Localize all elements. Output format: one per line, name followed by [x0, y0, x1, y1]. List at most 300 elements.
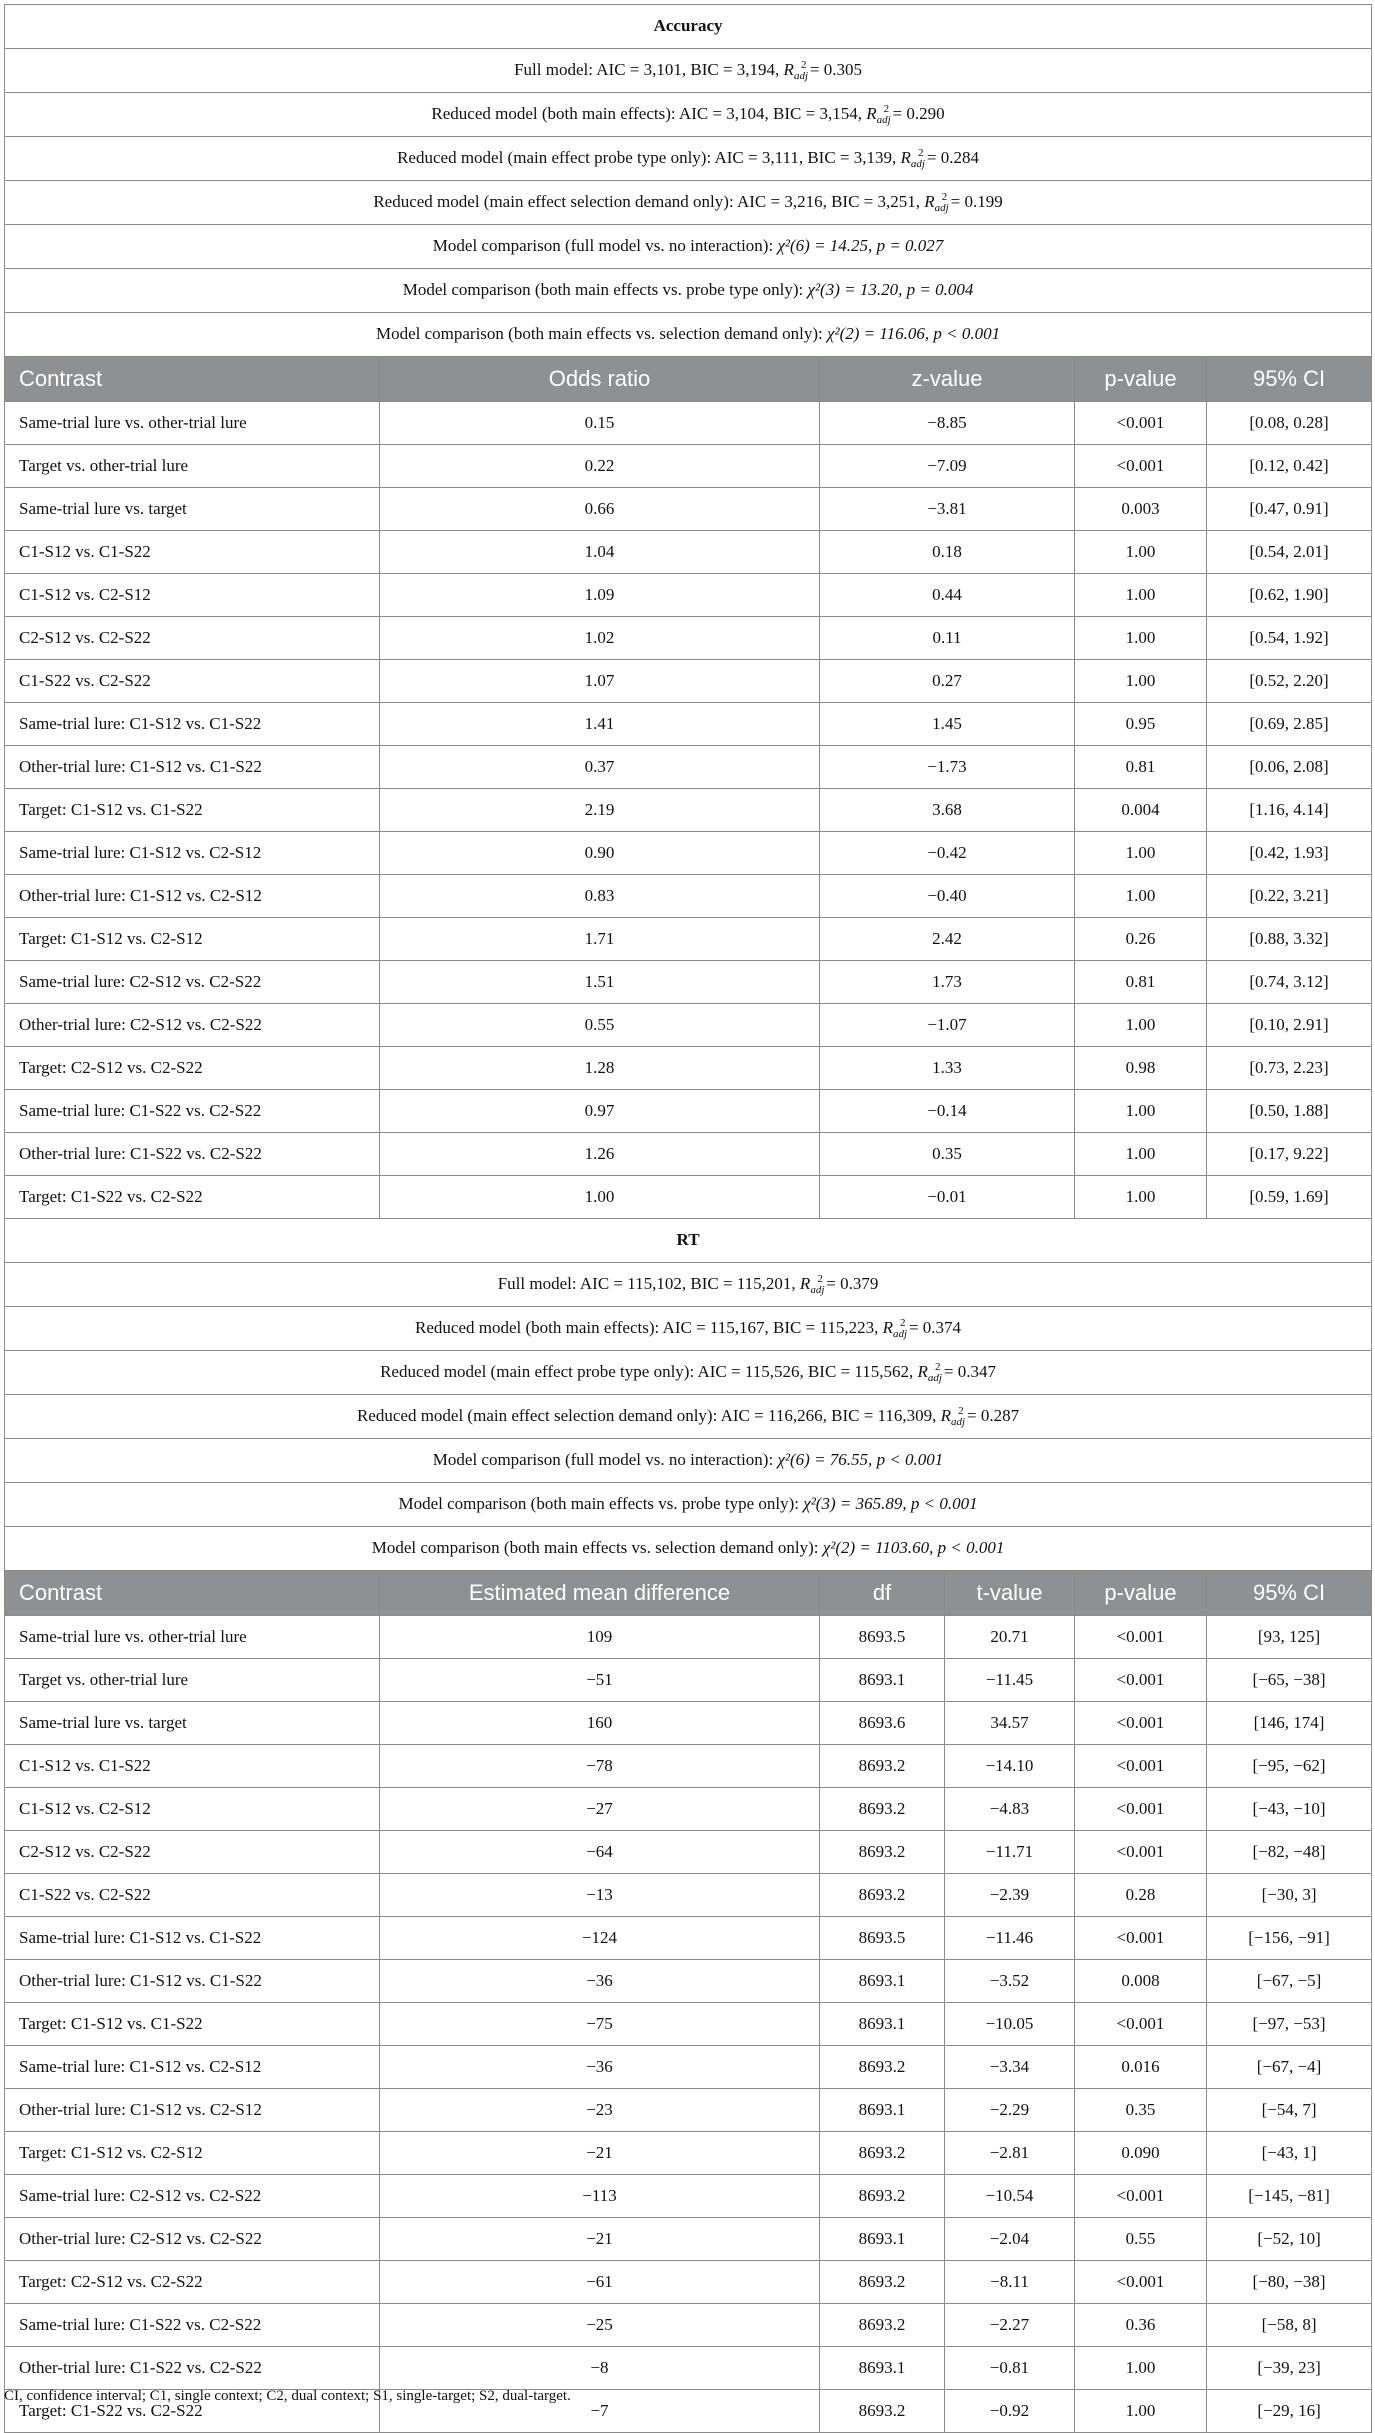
model-fit-row: [5, 1395, 1372, 1439]
table-cell: 8693.2: [820, 1831, 945, 1874]
table-cell: −1.07: [820, 1004, 1075, 1047]
column-header: df: [820, 1571, 945, 1616]
table-cell: 20.71: [945, 1616, 1075, 1659]
r-squared-symbol: R: [917, 1361, 928, 1381]
table-cell: 1.71: [380, 918, 820, 961]
table-cell: −8.11: [945, 2261, 1075, 2304]
stats-table-container: [4, 4, 1371, 2433]
table-cell: 0.22: [380, 445, 820, 488]
model-fit-label: Reduced model (main effect selection demand only): AIC = 3,216, BIC = 3,251,: [373, 191, 925, 211]
p-value-stat: p < 0.001: [910, 1494, 978, 1514]
table-cell: [−58, 8]: [1207, 2304, 1372, 2347]
table-row: [5, 531, 1372, 574]
table-cell: C1-S12 vs. C2-S12: [5, 1788, 380, 1831]
table-cell: 0.98: [1075, 1047, 1207, 1090]
model-fit-label: Reduced model (both main effects): AIC = 3,104, BIC = 3,154,: [431, 103, 867, 123]
table-cell: Target: C1-S22 vs. C2-S22: [5, 1176, 380, 1219]
table-cell: <0.001: [1075, 1659, 1207, 1702]
table-cell: C1-S12 vs. C2-S12: [5, 574, 380, 617]
r-squared-subscript: adj: [951, 1415, 966, 1428]
table-cell: Target: C1-S12 vs. C2-S12: [5, 918, 380, 961]
table-cell: [0.10, 2.91]: [1207, 1004, 1372, 1047]
table-cell: 0.090: [1075, 2132, 1207, 2175]
table-cell: −3.52: [945, 1960, 1075, 2003]
table-row: [5, 445, 1372, 488]
model-comparison-row: [5, 269, 1372, 313]
table-row: [5, 1133, 1372, 1176]
column-header: Estimated mean difference: [380, 1571, 820, 1616]
table-cell: −36: [380, 1960, 820, 2003]
column-header: Odds ratio: [380, 357, 820, 402]
table-footnote: CI, confidence interval; C1, single context; C2, dual context; S1, single-target; S2, dual-target.: [4, 2388, 571, 2404]
r-squared-symbol: R: [924, 191, 935, 211]
table-cell: 1.26: [380, 1133, 820, 1176]
table-cell: 1.04: [380, 531, 820, 574]
table-cell: 0.008: [1075, 1960, 1207, 2003]
table-cell: [0.54, 1.92]: [1207, 617, 1372, 660]
r-squared-symbol: R: [783, 59, 794, 79]
table-cell: −0.14: [820, 1090, 1075, 1133]
model-fit-cell: [5, 1351, 1372, 1395]
table-cell: Other-trial lure: C1-S12 vs. C1-S22: [5, 746, 380, 789]
table-row: [5, 488, 1372, 531]
table-row: [5, 2175, 1372, 2218]
table-cell: 8693.2: [820, 2261, 945, 2304]
table-cell: −124: [380, 1917, 820, 1960]
table-cell: −36: [380, 2046, 820, 2089]
table-cell: 1.00: [1075, 1176, 1207, 1219]
model-comparison-row: [5, 313, 1372, 357]
table-cell: 0.003: [1075, 488, 1207, 531]
model-fit-row: [5, 49, 1372, 93]
r-squared-symbol: R: [866, 103, 877, 123]
column-header: t-value: [945, 1571, 1075, 1616]
table-cell: 1.00: [1075, 1133, 1207, 1176]
table-cell: [−156, −91]: [1207, 1917, 1372, 1960]
table-cell: 8693.1: [820, 2347, 945, 2390]
table-cell: −0.01: [820, 1176, 1075, 1219]
table-cell: 0.28: [1075, 1874, 1207, 1917]
table-cell: −8: [380, 2347, 820, 2390]
table-cell: 8693.2: [820, 2175, 945, 2218]
table-cell: 8693.6: [820, 1702, 945, 1745]
r-squared-superscript: 2: [817, 1272, 823, 1285]
table-cell: [93, 125]: [1207, 1616, 1372, 1659]
column-header: 95% CI: [1207, 357, 1372, 402]
table-cell: Target vs. other-trial lure: [5, 1659, 380, 1702]
table-cell: <0.001: [1075, 1702, 1207, 1745]
table-cell: [−82, −48]: [1207, 1831, 1372, 1874]
model-comparison-cell: [5, 269, 1372, 313]
table-cell: −7: [380, 2390, 820, 2433]
table-cell: −0.40: [820, 875, 1075, 918]
table-row: [5, 1917, 1372, 1960]
model-fit-row: [5, 137, 1372, 181]
table-cell: 8693.1: [820, 1960, 945, 2003]
table-cell: 1.00: [1075, 2390, 1207, 2433]
table-row: [5, 1047, 1372, 1090]
table-row: [5, 703, 1372, 746]
r-squared-subscript: adj: [892, 1327, 908, 1340]
r-squared-subscript: adj: [810, 1283, 825, 1296]
r-squared-value: = 0.347: [943, 1361, 996, 1381]
table-cell: 0.35: [820, 1133, 1075, 1176]
table-cell: −75: [380, 2003, 820, 2046]
model-comparison-cell: [5, 313, 1372, 357]
table-cell: [0.59, 1.69]: [1207, 1176, 1372, 1219]
table-cell: −10.05: [945, 2003, 1075, 2046]
table-cell: Same-trial lure: C1-S12 vs. C2-S12: [5, 2046, 380, 2089]
r-squared-symbol: R: [900, 147, 911, 167]
table-row: [5, 660, 1372, 703]
table-cell: [−67, −5]: [1207, 1960, 1372, 2003]
table-cell: <0.001: [1075, 1616, 1207, 1659]
table-cell: 0.44: [820, 574, 1075, 617]
table-cell: 0.004: [1075, 789, 1207, 832]
column-header: z-value: [820, 357, 1075, 402]
column-header: Contrast: [5, 357, 380, 402]
table-cell: 0.27: [820, 660, 1075, 703]
table-row: [5, 1702, 1372, 1745]
model-fit-label: Full model: AIC = 3,101, BIC = 3,194,: [514, 59, 784, 79]
model-fit-row: [5, 1263, 1372, 1307]
table-cell: −4.83: [945, 1788, 1075, 1831]
table-cell: −0.81: [945, 2347, 1075, 2390]
comparison-label: Model comparison (both main effects vs. probe type only):: [398, 1494, 804, 1514]
table-cell: 1.28: [380, 1047, 820, 1090]
table-cell: Same-trial lure vs. other-trial lure: [5, 402, 380, 445]
table-row: [5, 617, 1372, 660]
table-cell: −11.71: [945, 1831, 1075, 1874]
table-cell: Same-trial lure: C2-S12 vs. C2-S22: [5, 961, 380, 1004]
r-squared-value: = 0.374: [908, 1317, 962, 1337]
table-cell: C1-S12 vs. C1-S22: [5, 1745, 380, 1788]
table-cell: C2-S12 vs. C2-S22: [5, 617, 380, 660]
table-cell: −11.45: [945, 1659, 1075, 1702]
table-cell: 0.81: [1075, 746, 1207, 789]
table-cell: Other-trial lure: C1-S12 vs. C1-S22: [5, 1960, 380, 2003]
table-cell: −61: [380, 2261, 820, 2304]
table-cell: −2.29: [945, 2089, 1075, 2132]
r-squared-superscript: 2: [958, 1404, 964, 1417]
table-row: [5, 1176, 1372, 1219]
table-cell: [−39, 23]: [1207, 2347, 1372, 2390]
table-cell: [0.47, 0.91]: [1207, 488, 1372, 531]
column-header: p-value: [1075, 1571, 1207, 1616]
table-cell: −78: [380, 1745, 820, 1788]
table-cell: Same-trial lure: C1-S22 vs. C2-S22: [5, 2304, 380, 2347]
table-cell: −27: [380, 1788, 820, 1831]
chi-square-stat: χ²(6) = 14.25,: [777, 236, 877, 256]
model-fit-cell: [5, 1263, 1372, 1307]
table-cell: 0.016: [1075, 2046, 1207, 2089]
table-cell: Other-trial lure: C1-S22 vs. C2-S22: [5, 2347, 380, 2390]
table-cell: −2.39: [945, 1874, 1075, 1917]
table-cell: 1.07: [380, 660, 820, 703]
table-cell: [0.74, 3.12]: [1207, 961, 1372, 1004]
table-row: [5, 875, 1372, 918]
table-cell: 1.00: [380, 1176, 820, 1219]
model-fit-row: [5, 181, 1372, 225]
table-cell: <0.001: [1075, 1917, 1207, 1960]
table-row: [5, 1745, 1372, 1788]
chi-square-stat: χ²(6) = 76.55,: [777, 1450, 877, 1470]
model-fit-cell: [5, 181, 1372, 225]
table-cell: Other-trial lure: C1-S12 vs. C2-S12: [5, 2089, 380, 2132]
chi-square-stat: χ²(3) = 13.20,: [807, 280, 907, 300]
chi-square-stat: χ²(3) = 365.89,: [803, 1494, 911, 1514]
table-cell: Target: C1-S22 vs. C2-S22: [5, 2390, 380, 2433]
r-squared-value: = 0.284: [926, 147, 979, 167]
r-squared-value: = 0.290: [892, 103, 945, 123]
model-fit-cell: [5, 1307, 1372, 1351]
table-cell: −2.04: [945, 2218, 1075, 2261]
model-comparison-cell: [5, 225, 1372, 269]
table-cell: Same-trial lure: C1-S12 vs. C1-S22: [5, 1917, 380, 1960]
table-cell: Target: C2-S12 vs. C2-S22: [5, 1047, 380, 1090]
r-squared-symbol: R: [940, 1405, 952, 1425]
table-cell: [−97, −53]: [1207, 2003, 1372, 2046]
r-squared-superscript: 2: [801, 58, 807, 71]
r-squared-value: = 0.305: [809, 59, 862, 79]
table-cell: C1-S22 vs. C2-S22: [5, 1874, 380, 1917]
table-cell: [0.17, 9.22]: [1207, 1133, 1372, 1176]
table-cell: 0.55: [380, 1004, 820, 1047]
table-cell: Target: C1-S12 vs. C2-S12: [5, 2132, 380, 2175]
table-cell: 1.00: [1075, 1004, 1207, 1047]
p-value-stat: p < 0.001: [937, 1538, 1005, 1558]
rt-section-title: RT: [5, 1219, 1372, 1263]
table-cell: 8693.2: [820, 2304, 945, 2347]
table-cell: [0.12, 0.42]: [1207, 445, 1372, 488]
table-cell: −8.85: [820, 402, 1075, 445]
model-comparison-row: [5, 1527, 1372, 1571]
comparison-label: Model comparison (both main effects vs. selection demand only):: [375, 324, 827, 344]
table-cell: Target vs. other-trial lure: [5, 445, 380, 488]
table-row: [5, 1960, 1372, 2003]
model-fit-label: Reduced model (both main effects): AIC = 115,167, BIC = 115,223,: [415, 1317, 883, 1337]
table-cell: Other-trial lure: C1-S22 vs. C2-S22: [5, 1133, 380, 1176]
table-cell: Target: C1-S12 vs. C1-S22: [5, 2003, 380, 2046]
table-cell: 1.00: [1075, 832, 1207, 875]
table-cell: 1.02: [380, 617, 820, 660]
table-cell: 0.36: [1075, 2304, 1207, 2347]
table-cell: Same-trial lure vs. target: [5, 1702, 380, 1745]
table-cell: 1.00: [1075, 660, 1207, 703]
table-cell: 1.45: [820, 703, 1075, 746]
model-fit-cell: [5, 93, 1372, 137]
table-cell: −0.42: [820, 832, 1075, 875]
table-cell: 160: [380, 1702, 820, 1745]
r-squared-subscript: adj: [910, 157, 925, 170]
model-fit-row: [5, 93, 1372, 137]
table-cell: [1.16, 4.14]: [1207, 789, 1372, 832]
table-cell: [−54, 7]: [1207, 2089, 1372, 2132]
table-cell: Same-trial lure: C1-S22 vs. C2-S22: [5, 1090, 380, 1133]
model-comparison-cell: [5, 1483, 1372, 1527]
table-cell: Target: C1-S12 vs. C1-S22: [5, 789, 380, 832]
table-cell: Other-trial lure: C2-S12 vs. C2-S22: [5, 1004, 380, 1047]
table-cell: 0.81: [1075, 961, 1207, 1004]
model-fit-row: [5, 1307, 1372, 1351]
table-cell: <0.001: [1075, 445, 1207, 488]
r-squared-superscript: 2: [917, 146, 924, 159]
table-cell: [146, 174]: [1207, 1702, 1372, 1745]
table-cell: −51: [380, 1659, 820, 1702]
table-cell: 0.66: [380, 488, 820, 531]
table-cell: <0.001: [1075, 2261, 1207, 2304]
table-cell: [−43, −10]: [1207, 1788, 1372, 1831]
table-cell: −25: [380, 2304, 820, 2347]
chi-square-stat: χ²(2) = 116.06,: [827, 324, 934, 344]
table-cell: 0.35: [1075, 2089, 1207, 2132]
table-cell: −14.10: [945, 1745, 1075, 1788]
table-row: [5, 832, 1372, 875]
table-row: [5, 2261, 1372, 2304]
accuracy-section-title: Accuracy: [5, 5, 1372, 49]
table-row: [5, 2218, 1372, 2261]
table-row: [5, 2046, 1372, 2089]
table-row: [5, 2132, 1372, 2175]
table-cell: −2.81: [945, 2132, 1075, 2175]
chi-square-stat: χ²(2) = 1103.60,: [822, 1538, 938, 1558]
table-cell: 0.18: [820, 531, 1075, 574]
table-cell: C1-S12 vs. C1-S22: [5, 531, 380, 574]
table-cell: 8693.2: [820, 1874, 945, 1917]
model-fit-row: [5, 1351, 1372, 1395]
table-row: [5, 918, 1372, 961]
r-squared-subscript: adj: [927, 1371, 942, 1384]
r-squared-symbol: R: [799, 1273, 811, 1293]
table-cell: 8693.2: [820, 1788, 945, 1831]
table-cell: Other-trial lure: C2-S12 vs. C2-S22: [5, 2218, 380, 2261]
table-cell: −11.46: [945, 1917, 1075, 1960]
table-cell: [0.42, 1.93]: [1207, 832, 1372, 875]
table-row: [5, 1090, 1372, 1133]
table-cell: −64: [380, 1831, 820, 1874]
table-cell: [−52, 10]: [1207, 2218, 1372, 2261]
table-cell: Same-trial lure vs. other-trial lure: [5, 1616, 380, 1659]
table-cell: <0.001: [1075, 1745, 1207, 1788]
table-cell: 1.00: [1075, 2347, 1207, 2390]
table-cell: 0.15: [380, 402, 820, 445]
table-row: [5, 961, 1372, 1004]
accuracy-header-row: [5, 357, 1372, 402]
table-cell: 0.95: [1075, 703, 1207, 746]
r-squared-subscript: adj: [793, 69, 808, 82]
model-fit-cell: [5, 49, 1372, 93]
table-cell: [0.54, 2.01]: [1207, 531, 1372, 574]
table-cell: Same-trial lure: C2-S12 vs. C2-S22: [5, 2175, 380, 2218]
table-cell: <0.001: [1075, 2003, 1207, 2046]
model-comparison-cell: [5, 1439, 1372, 1483]
r-squared-value: = 0.199: [950, 191, 1003, 211]
table-cell: 2.19: [380, 789, 820, 832]
table-cell: [0.73, 2.23]: [1207, 1047, 1372, 1090]
table-cell: 8693.1: [820, 2218, 945, 2261]
table-cell: 0.90: [380, 832, 820, 875]
table-row: [5, 2089, 1372, 2132]
table-cell: 1.33: [820, 1047, 1075, 1090]
table-cell: 1.51: [380, 961, 820, 1004]
model-comparison-cell: [5, 1527, 1372, 1571]
table-cell: 1.00: [1075, 531, 1207, 574]
table-cell: 1.00: [1075, 875, 1207, 918]
table-cell: [0.69, 2.85]: [1207, 703, 1372, 746]
table-cell: <0.001: [1075, 1831, 1207, 1874]
table-cell: Same-trial lure: C1-S12 vs. C2-S12: [5, 832, 380, 875]
table-cell: 8693.5: [820, 1616, 945, 1659]
table-cell: −2.27: [945, 2304, 1075, 2347]
table-cell: <0.001: [1075, 2175, 1207, 2218]
column-header: Contrast: [5, 1571, 380, 1616]
table-row: [5, 2347, 1372, 2390]
table-cell: −23: [380, 2089, 820, 2132]
table-row: [5, 2003, 1372, 2046]
table-row: [5, 789, 1372, 832]
model-fit-cell: [5, 137, 1372, 181]
table-cell: 8693.1: [820, 2003, 945, 2046]
table-cell: [−95, −62]: [1207, 1745, 1372, 1788]
table-cell: C1-S22 vs. C2-S22: [5, 660, 380, 703]
table-cell: 8693.1: [820, 1659, 945, 1702]
table-cell: [−30, 3]: [1207, 1874, 1372, 1917]
table-cell: −0.92: [945, 2390, 1075, 2433]
table-cell: 1.00: [1075, 1090, 1207, 1133]
table-cell: −10.54: [945, 2175, 1075, 2218]
r-squared-superscript: 2: [941, 190, 948, 203]
model-comparison-row: [5, 1439, 1372, 1483]
table-row: [5, 1659, 1372, 1702]
table-cell: [0.22, 3.21]: [1207, 875, 1372, 918]
r-squared-subscript: adj: [876, 113, 891, 126]
table-cell: 1.00: [1075, 617, 1207, 660]
table-cell: 1.00: [1075, 574, 1207, 617]
table-cell: [−43, 1]: [1207, 2132, 1372, 2175]
r-squared-superscript: 2: [900, 1316, 906, 1329]
p-value-stat: p = 0.027: [876, 236, 944, 256]
table-cell: 3.68: [820, 789, 1075, 832]
table-cell: 0.55: [1075, 2218, 1207, 2261]
table-cell: Target: C2-S12 vs. C2-S22: [5, 2261, 380, 2304]
table-cell: [−29, 16]: [1207, 2390, 1372, 2433]
model-fit-label: Reduced model (main effect probe type only): AIC = 115,526, BIC = 115,562,: [380, 1361, 918, 1381]
comparison-label: Model comparison (full model vs. no interaction):: [432, 1450, 778, 1470]
table-cell: 0.26: [1075, 918, 1207, 961]
table-cell: 2.42: [820, 918, 1075, 961]
model-fit-label: Reduced model (main effect probe type only): AIC = 3,111, BIC = 3,139,: [397, 147, 901, 167]
table-cell: 0.37: [380, 746, 820, 789]
table-cell: <0.001: [1075, 402, 1207, 445]
accuracy-section-title-row: [5, 5, 1372, 49]
table-cell: −21: [380, 2218, 820, 2261]
table-cell: 0.11: [820, 617, 1075, 660]
table-cell: −3.81: [820, 488, 1075, 531]
table-cell: −7.09: [820, 445, 1075, 488]
comparison-label: Model comparison (both main effects vs. selection demand only):: [371, 1538, 823, 1558]
comparison-label: Model comparison (full model vs. no interaction):: [432, 236, 778, 256]
table-row: [5, 1874, 1372, 1917]
table-row: [5, 2304, 1372, 2347]
table-cell: Same-trial lure vs. target: [5, 488, 380, 531]
table-cell: −13: [380, 1874, 820, 1917]
table-row: [5, 1616, 1372, 1659]
comparison-label: Model comparison (both main effects vs. probe type only):: [402, 280, 808, 300]
table-cell: [−80, −38]: [1207, 2261, 1372, 2304]
table-cell: 0.83: [380, 875, 820, 918]
table-row: [5, 1004, 1372, 1047]
r-squared-subscript: adj: [934, 201, 949, 214]
